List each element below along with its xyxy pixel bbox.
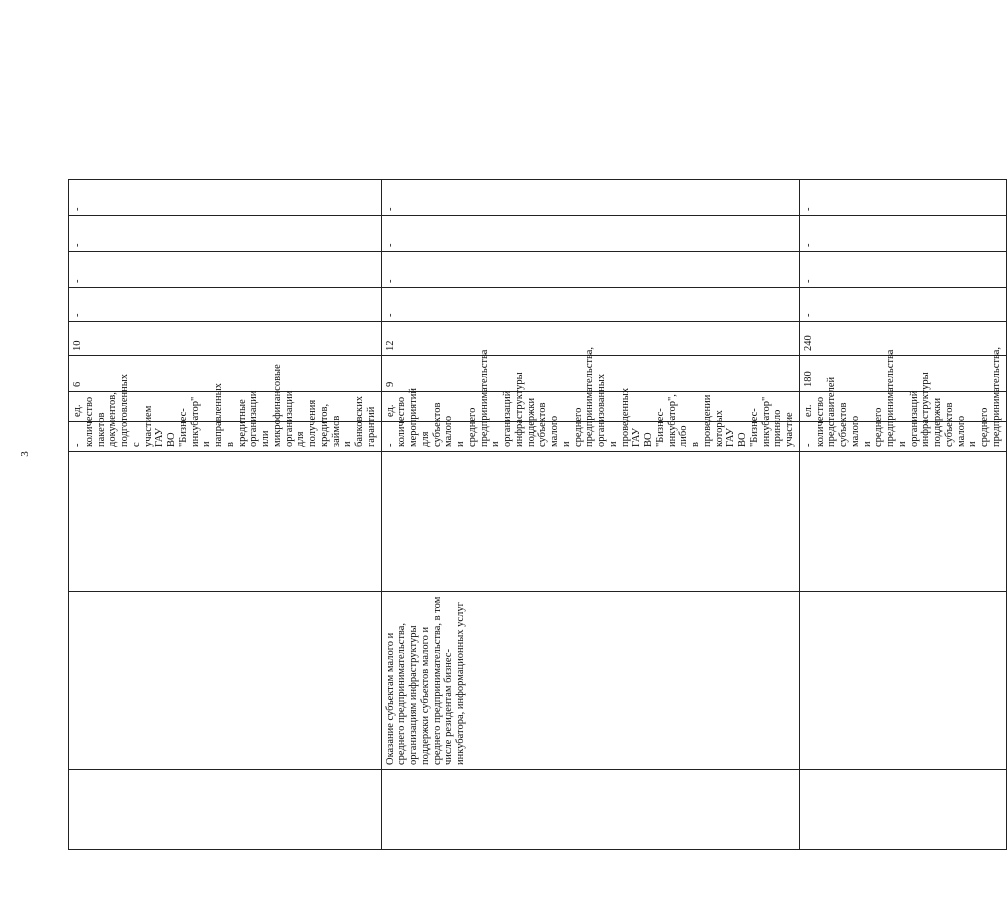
table-cell-unit: ед. [381, 392, 799, 422]
table-cell-value: 10 [69, 322, 382, 356]
table-cell-value: 6 [69, 356, 382, 392]
table-cell-value: - [381, 216, 799, 252]
table-cell-value: - [799, 216, 1006, 252]
table-cell-indicator: - количество представителей субъектов малого и среднего предпринимательства и организаций инфраструктуры поддержки субъектов малого и среднего предпринимательства, [799, 422, 1006, 452]
table-cell-value: - [69, 288, 382, 322]
table-cell-unit: ед. [69, 392, 382, 422]
table-row [381, 180, 799, 850]
table-cell-unit: ел. [799, 392, 1006, 422]
table-cell-value: - [381, 288, 799, 322]
table-cell-number [381, 770, 799, 850]
table-cell-value: - [381, 252, 799, 288]
table-row [799, 180, 1006, 850]
table-cell-value: - [69, 252, 382, 288]
table-cell-col3 [799, 452, 1006, 592]
table-cell-value: 12 [381, 322, 799, 356]
table-cell-col3 [381, 452, 799, 592]
table-cell-value: 180 [799, 356, 1006, 392]
table-cell-value: - [69, 216, 382, 252]
table-cell-col3 [69, 452, 382, 592]
page-number: 3 [18, 451, 31, 457]
table-cell-value: - [799, 252, 1006, 288]
table-cell-service [799, 592, 1006, 770]
indicators-table [68, 179, 1007, 850]
table-cell-service: Оказание субъектам малого и среднего предпринимательства, организациям инфраструктуры поддержки субъектов малого и среднего предпринимательства, в том числе резидентам бизнес-инкубатора, информационных услуг [381, 592, 799, 770]
table-cell-number [799, 770, 1006, 850]
table-cell-value: - [799, 288, 1006, 322]
table-cell-number [69, 770, 382, 850]
table-cell-value: 9 [381, 356, 799, 392]
rotated-table-container [68, 180, 1002, 850]
table-cell-value: - [799, 180, 1006, 216]
table-cell-indicator: - количество мероприятий для субъектов малого и среднего предпринимательства и организаций инфраструктуры поддержки субъектов малого и среднего предпринимательства, организованных и проведенных ГАУ ВО "Бизнес-инкубатор", либо в проведении которых ГАУ ВО "Бизнес-инкубатор" приняло участие [381, 422, 799, 452]
table-cell-value: 240 [799, 322, 1006, 356]
table-cell-value: - [381, 180, 799, 216]
table-cell-indicator: - количество пакетов документов, подготовленных с участием ГАУ ВО "Бизнес-инкубатор" и направленных в кредитные организации или микрофинансовые организации для получения кредитов, займов и банковских гарантий [69, 422, 382, 452]
table-cell-service [69, 592, 382, 770]
table-cell-value: - [69, 180, 382, 216]
table-row [69, 180, 382, 850]
